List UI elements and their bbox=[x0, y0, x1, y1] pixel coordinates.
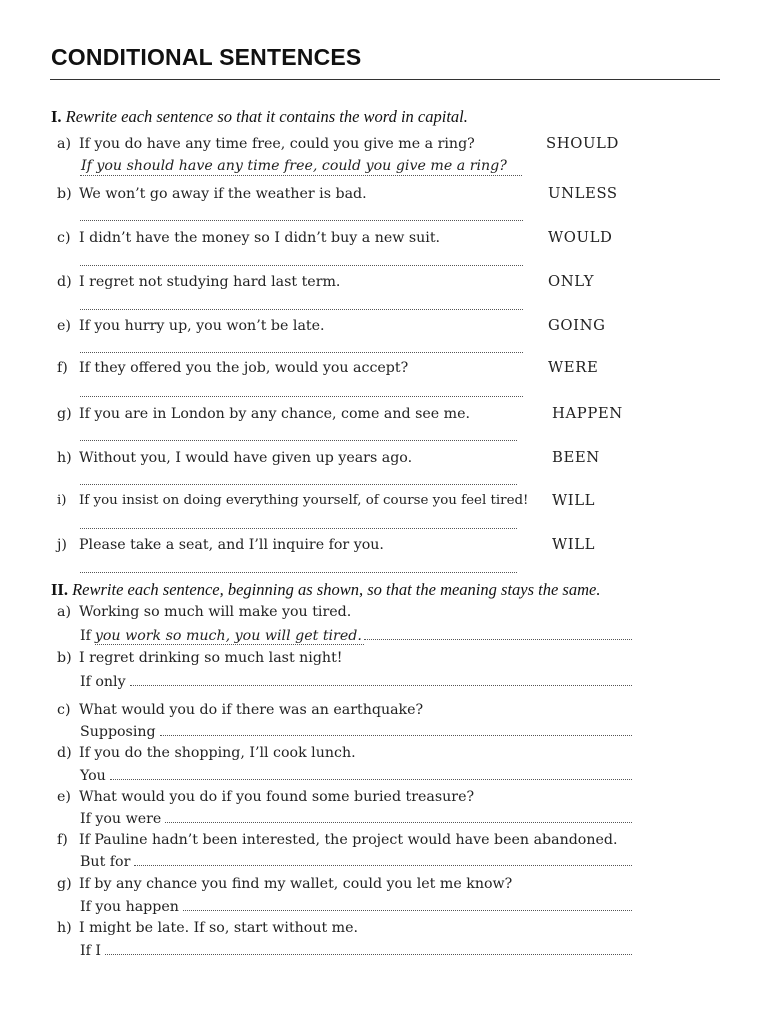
section-2-instruction: Rewrite each sentence, beginning as shown, so that the meaning stays the same. bbox=[72, 580, 601, 599]
answer-line[interactable] bbox=[160, 723, 632, 736]
page-title: CONDITIONAL SENTENCES bbox=[51, 44, 362, 70]
list-item bbox=[57, 450, 412, 466]
item-text: If you do have any time free, could you give me a ring? bbox=[79, 136, 475, 152]
rewrite-lead: If only bbox=[80, 674, 126, 690]
answer-line[interactable] bbox=[130, 673, 632, 686]
item-letter: f) bbox=[57, 832, 68, 848]
list-item bbox=[57, 493, 528, 508]
item-letter: h) bbox=[57, 920, 72, 936]
keyword: ONLY bbox=[548, 273, 595, 290]
list-item bbox=[57, 604, 351, 620]
item-letter: c) bbox=[57, 230, 71, 246]
answer-line[interactable] bbox=[80, 220, 523, 221]
item-letter: a) bbox=[57, 136, 71, 152]
section-1-heading bbox=[51, 107, 468, 127]
answer-text: If you should have any time free, could you give me a ring? bbox=[81, 158, 507, 174]
answer-line[interactable] bbox=[165, 810, 632, 823]
rewrite-lead: But for bbox=[80, 854, 131, 870]
item-text: What would you do if you found some buried treasure? bbox=[79, 789, 475, 805]
keyword: WERE bbox=[548, 359, 599, 376]
list-item bbox=[57, 537, 384, 553]
item-letter: e) bbox=[57, 789, 71, 805]
keyword: WILL bbox=[552, 536, 596, 553]
item-letter: d) bbox=[57, 274, 72, 290]
list-item bbox=[57, 274, 340, 290]
item-letter: i) bbox=[57, 493, 67, 508]
answer-line[interactable] bbox=[80, 396, 523, 397]
answer-line[interactable] bbox=[80, 352, 523, 353]
rewrite-line[interactable] bbox=[80, 627, 632, 645]
keyword: SHOULD bbox=[546, 135, 619, 152]
rewrite-line[interactable] bbox=[80, 810, 632, 827]
item-text: If Pauline hadn’t been interested, the project would have been abandoned. bbox=[79, 832, 618, 848]
item-letter: d) bbox=[57, 745, 72, 761]
item-letter: g) bbox=[57, 876, 72, 892]
section-1-numeral: I. bbox=[51, 107, 62, 126]
answer-line[interactable] bbox=[105, 942, 632, 955]
rewrite-line[interactable] bbox=[80, 853, 632, 870]
section-1-instruction: Rewrite each sentence so that it contains the word in capital. bbox=[65, 107, 468, 126]
item-text: Please take a seat, and I’ll inquire for you. bbox=[79, 537, 384, 553]
keyword: WOULD bbox=[548, 229, 613, 246]
list-item bbox=[57, 650, 342, 666]
answer-line[interactable] bbox=[183, 898, 632, 911]
section-2-heading bbox=[51, 580, 600, 600]
item-text: If by any chance you find my wallet, could you let me know? bbox=[79, 876, 513, 892]
item-text: What would you do if there was an earthquake? bbox=[79, 702, 424, 718]
item-letter: f) bbox=[57, 360, 68, 376]
title-divider bbox=[50, 79, 720, 80]
item-text: I might be late. If so, start without me. bbox=[79, 920, 359, 936]
item-text: Working so much will make you tired. bbox=[79, 604, 352, 620]
answer-line[interactable] bbox=[80, 175, 522, 176]
item-text: I regret not studying hard last term. bbox=[79, 274, 341, 290]
list-item bbox=[57, 789, 474, 805]
section-2-numeral: II. bbox=[51, 580, 68, 599]
item-text: We won’t go away if the weather is bad. bbox=[79, 186, 367, 202]
list-item bbox=[57, 136, 475, 152]
item-text: If you insist on doing everything yourself, of course you feel tired! bbox=[79, 493, 529, 508]
answer-line[interactable] bbox=[80, 528, 517, 529]
list-item bbox=[57, 406, 470, 422]
list-item bbox=[57, 745, 356, 761]
item-text: I didn’t have the money so I didn’t buy a new suit. bbox=[79, 230, 441, 246]
rewrite-line[interactable] bbox=[80, 898, 632, 915]
list-item bbox=[57, 230, 440, 246]
item-text: Without you, I would have given up years ago. bbox=[79, 450, 413, 466]
keyword: HAPPEN bbox=[552, 405, 623, 422]
answer-line[interactable] bbox=[80, 440, 517, 441]
item-text: If they offered you the job, would you accept? bbox=[79, 360, 409, 376]
item-letter: c) bbox=[57, 702, 71, 718]
rewrite-lead: If I bbox=[80, 943, 101, 959]
list-item bbox=[57, 876, 512, 892]
rewrite-lead: If you were bbox=[80, 811, 162, 827]
keyword: BEEN bbox=[552, 449, 600, 466]
item-text: If you do the shopping, I’ll cook lunch. bbox=[79, 745, 356, 761]
rewrite-line[interactable] bbox=[80, 767, 632, 784]
keyword: GOING bbox=[548, 317, 606, 334]
answer-line[interactable] bbox=[80, 265, 523, 266]
list-item bbox=[57, 186, 367, 202]
list-item bbox=[57, 360, 408, 376]
answer-line[interactable] bbox=[80, 484, 517, 485]
answer-line[interactable] bbox=[110, 767, 632, 780]
list-item bbox=[57, 318, 325, 334]
answer-line[interactable] bbox=[134, 853, 632, 866]
item-letter: b) bbox=[57, 650, 72, 666]
keyword: UNLESS bbox=[548, 185, 618, 202]
list-item bbox=[57, 832, 617, 848]
item-letter: b) bbox=[57, 186, 72, 202]
rewrite-line[interactable] bbox=[80, 723, 632, 740]
answer-line[interactable] bbox=[80, 309, 523, 310]
item-letter: e) bbox=[57, 318, 71, 334]
answer-text: you work so much, you will get tired. bbox=[94, 628, 362, 644]
item-letter: j) bbox=[57, 537, 67, 553]
list-item bbox=[57, 920, 358, 936]
answer-line[interactable] bbox=[364, 627, 632, 640]
item-text: If you hurry up, you won’t be late. bbox=[79, 318, 325, 334]
rewrite-lead: Supposing bbox=[80, 724, 156, 740]
list-item bbox=[57, 702, 423, 718]
rewrite-line[interactable] bbox=[80, 673, 632, 690]
rewrite-lead: You bbox=[80, 768, 106, 784]
rewrite-line[interactable] bbox=[80, 942, 632, 959]
item-letter: a) bbox=[57, 604, 71, 620]
keyword: WILL bbox=[552, 492, 596, 509]
item-text: I regret drinking so much last night! bbox=[79, 650, 343, 666]
item-letter: g) bbox=[57, 406, 72, 422]
rewrite-lead: If bbox=[80, 628, 91, 644]
answer-line[interactable] bbox=[80, 572, 517, 573]
item-letter: h) bbox=[57, 450, 72, 466]
item-text: If you are in London by any chance, come and see me. bbox=[79, 406, 471, 422]
rewrite-lead: If you happen bbox=[80, 899, 179, 915]
